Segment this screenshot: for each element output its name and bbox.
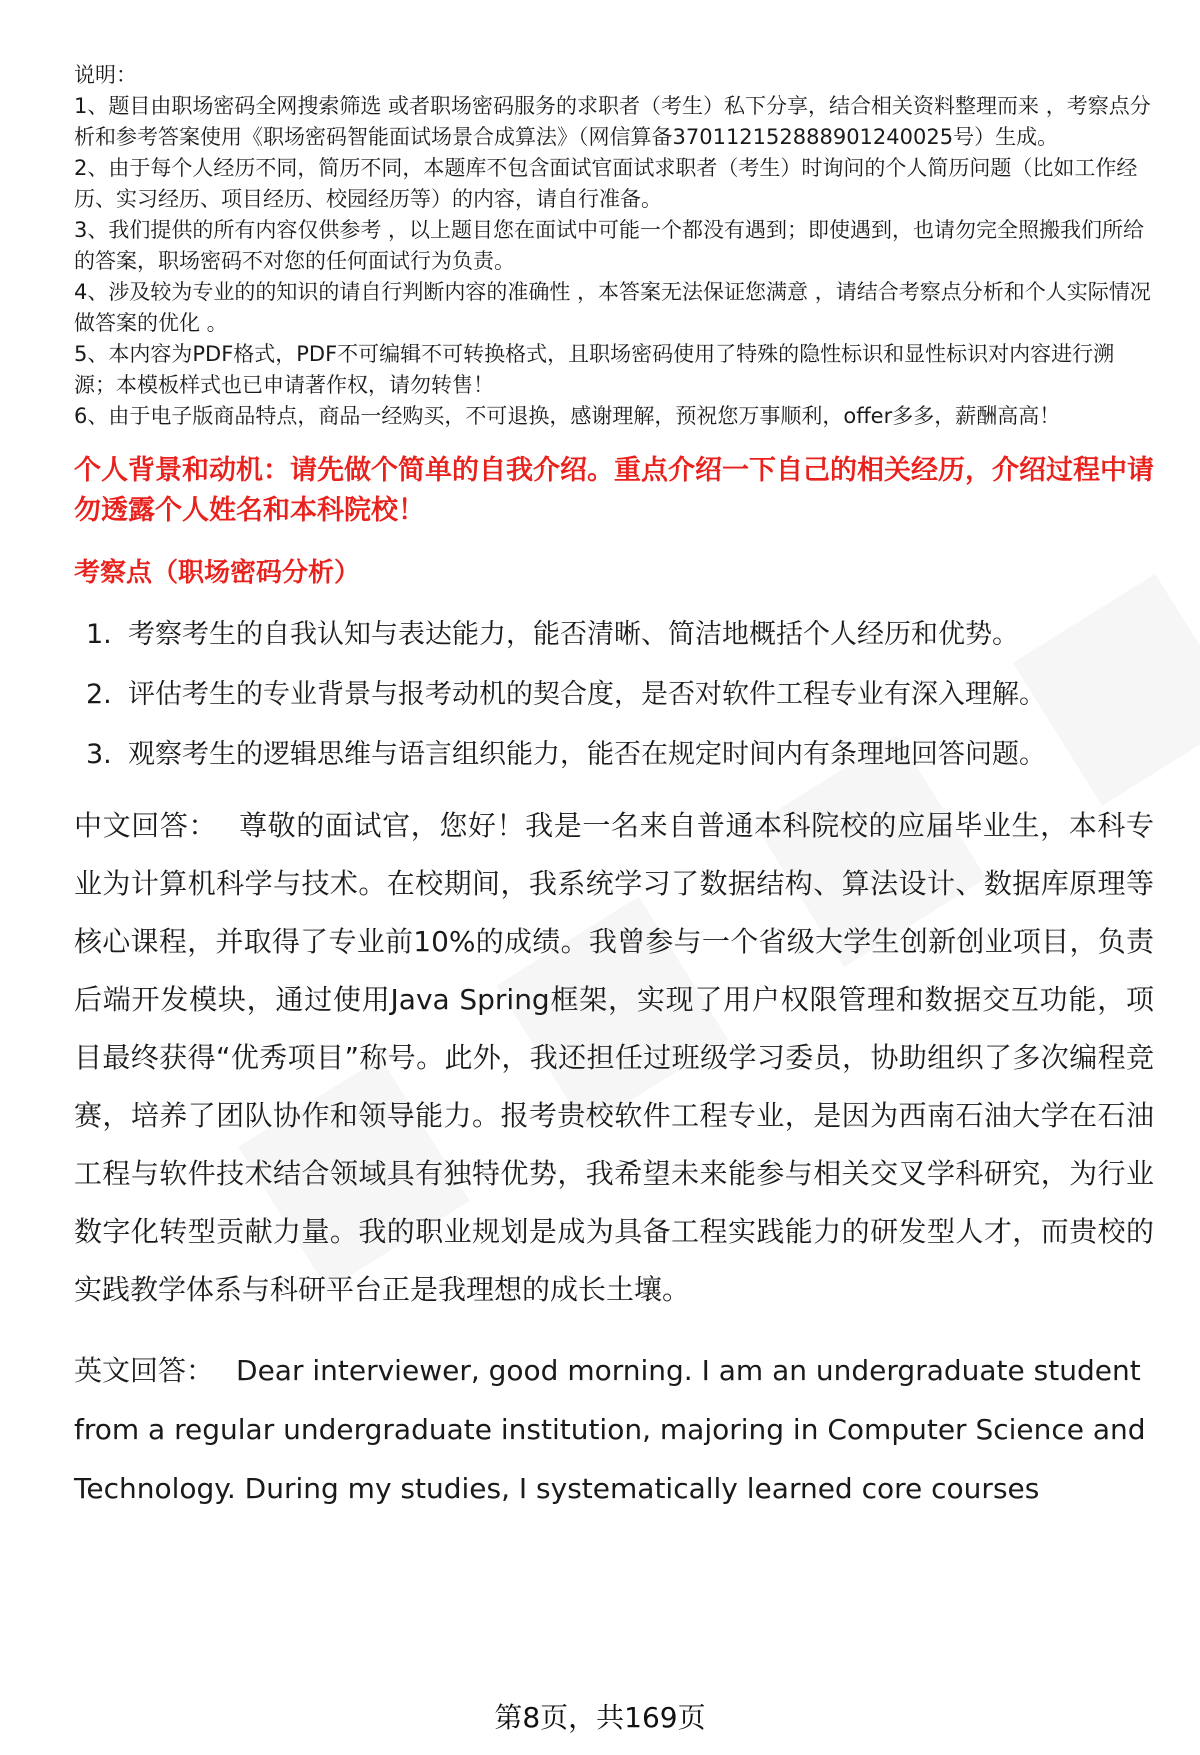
analysis-point (86, 675, 1154, 715)
notice-section (74, 60, 1154, 432)
point-number: 2. (86, 679, 112, 710)
chinese-answer (74, 797, 1154, 1319)
point-text: 考察考生的自我认知与表达能力，能否清晰、简洁地概括个人经历和优势。 (128, 619, 1019, 650)
english-answer-label: 英文回答： (74, 1354, 215, 1387)
point-number: 1. (86, 619, 112, 650)
chinese-answer-text: 尊敬的面试官，您好！我是一名来自普通本科院校的应届毕业生，本科专业为计算机科学与技术。在校期间，我系统学习了数据结构、算法设计、数据库原理等核心课程，并取得了专业前10%的成绩。我曾参与一个省级大学生创新创业项目，负责后端开发模块，通过使用Java Spring框架，实现了用户权限管理和数据交互功能，项目最终获得“优秀项目”称号。此外，我还担任过班级学习委员，协助组织了多次编程竞赛，培养了团队协作和领导能力。报考贵校软件工程专业，是因为西南石油大学在石油工程与软件技术结合领域具有独特优势，我希望未来能参与相关交叉学科研究，为行业数字化转型贡献力量。我的职业规划是成为具备工程实践能力的研发型人才，而贵校的实践教学体系与科研平台正是我理想的成长土壤。 (74, 809, 1154, 1306)
point-text: 观察考生的逻辑思维与语言组织能力，能否在规定时间内有条理地回答问题。 (128, 739, 1046, 770)
notice-title: 说明： (74, 63, 137, 87)
notice-item: 3、我们提供的所有内容仅供参考 ，以上题目您在面试中可能一个都没有遇到；即使遇到，也请勿完全照搬我们所给的答案，职场密码不对您的任何面试行为负责。 (74, 218, 1145, 273)
english-answer-text: Dear interviewer, good morning. I am an undergraduate student from a regular undergraduate institution, majoring in Computer Science and Technology. During my studies, I systematically learned core courses (74, 1354, 1146, 1505)
english-answer (74, 1341, 1154, 1518)
notice-item: 2、由于每个人经历不同，简历不同，本题库不包含面试官面试求职者（考生）时询问的个人简历问题（比如工作经历、实习经历、项目经历、校园经历等）的内容，请自行准备。 (74, 156, 1138, 211)
point-number: 3. (86, 739, 112, 770)
page-number: 第8页，共169页 (494, 1701, 706, 1734)
interview-question: 个人背景和动机：请先做个简单的自我介绍。重点介绍一下自己的相关经历，介绍过程中请勿透露个人姓名和本科院校！ (74, 455, 1154, 526)
notice-item: 5、本内容为PDF格式，PDF不可编辑不可转换格式，且职场密码使用了特殊的隐性标识和显性标识对内容进行溯源；本模板样式也已申请著作权，请勿转售！ (74, 342, 1115, 397)
page-content (74, 60, 1154, 1518)
analysis-points-list (74, 615, 1154, 775)
analysis-point (86, 615, 1154, 655)
notice-item: 1、题目由职场密码全网搜索筛选 或者职场密码服务的求职者（考生）私下分享，结合相关资料整理而来 ，考察点分析和参考答案使用《职场密码智能面试场景合成算法》（网信算备370112152888901240025号）生成。 (74, 94, 1151, 149)
point-text: 评估考生的专业背景与报考动机的契合度，是否对软件工程专业有深入理解。 (128, 679, 1046, 710)
notice-item: 6、由于电子版商品特点，商品一经购买，不可退换，感谢理解，预祝您万事顺利，offer多多，薪酬高高！ (74, 404, 1061, 428)
notice-item: 4、涉及较为专业的的知识的请自行判断内容的准确性 ，本答案无法保证您满意 ，请结合考察点分析和个人实际情况做答案的优化 。 (74, 280, 1151, 335)
analysis-heading: 考察点（职场密码分析） (74, 558, 361, 588)
chinese-answer-label: 中文回答： (74, 809, 218, 842)
analysis-point (86, 735, 1154, 775)
